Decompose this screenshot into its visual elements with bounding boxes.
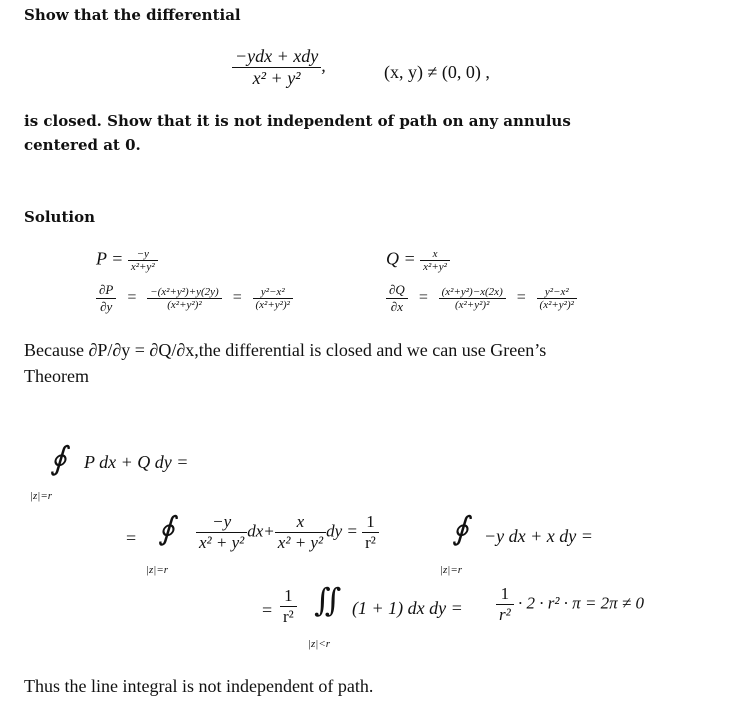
dQ-denominator: (x²+y²)²: [454, 299, 490, 311]
dPdy-numerator: ∂P: [99, 282, 114, 297]
integral-subscript-3: |z|=r: [440, 564, 463, 576]
solution-heading: Solution: [24, 208, 95, 226]
dQ-result-denominator: (x²+y²)²: [539, 299, 574, 311]
differential-fraction: $\frac{\text{−ydx + xdy}}{\text{x² + y²}}$ ,: [232, 46, 326, 89]
l3-coef-denominator: r²: [283, 607, 294, 626]
line3-result: [496, 584, 644, 625]
term2-numerator: x: [296, 512, 305, 531]
integral-subscript-2: |z|=r: [146, 564, 169, 576]
differential-denominator: x² + y²: [252, 68, 301, 88]
differential-numerator: −ydx + xdy: [235, 46, 319, 66]
conclusion: Thus the line integral is not independent of path.: [24, 676, 374, 696]
dQdx-numerator: ∂Q: [389, 282, 405, 297]
coef-denominator: r²: [365, 533, 376, 552]
because-line-1: Because ∂P/∂y = ∂Q/∂x,the differential is closed and we can use Green’s: [24, 340, 547, 360]
dQ-numerator: (x²+y²)−x(2x): [441, 286, 503, 298]
term2-denominator: x² + y²: [277, 533, 324, 552]
integral-subscript: |z|=r: [30, 490, 53, 502]
dPdy-denominator: ∂y: [100, 299, 113, 314]
double-integral-icon: ∬: [314, 582, 342, 618]
dP-result-denominator: (x²+y²)²: [255, 299, 290, 311]
l3-coef2-denominator: r²: [499, 605, 511, 624]
l3-coef-numerator: 1: [284, 586, 293, 605]
problem-line-1: Show that the differential: [24, 6, 241, 24]
contour-integral-icon-2: ∮: [158, 510, 175, 546]
line2-terms: [196, 512, 379, 553]
dP-result-numerator: y²−x²: [260, 286, 285, 298]
Q-numerator: x: [432, 248, 438, 260]
integral-expression: P dx + Q dy =: [84, 452, 189, 472]
problem-line-3: centered at 0.: [24, 136, 141, 154]
dQ-dx-line: $\frac{\partial Q}{\partial x}$ = $\frac{\text{(x²+y²)−x(2x)}}{\text{(x²+y²)²}}$ = $\frac{\text{y²−x²}}{\text{(x²+y²)²}}$: [386, 282, 577, 315]
term1-denominator: x² + y²: [199, 533, 245, 552]
contour-integral-icon: ∮: [50, 440, 67, 476]
line3-coef: [280, 586, 297, 627]
double-integral-subscript: |z|<r: [308, 638, 331, 650]
dQ-result-numerator: y²−x²: [544, 286, 569, 298]
line3-expression: (1 + 1) dx dy =: [352, 598, 463, 618]
P-denominator: x²+y²: [130, 261, 155, 273]
Q-label: Q =: [386, 248, 416, 269]
condition: (x, y) ≠ (0, 0) ,: [384, 62, 490, 82]
contour-integral-icon-3: ∮: [452, 510, 469, 546]
P-definition: [96, 248, 158, 273]
term1-numerator: −y: [212, 512, 232, 531]
coef-numerator: 1: [366, 512, 375, 531]
line2-expression: −y dx + x dy =: [484, 526, 593, 546]
because-line-2: Theorem: [24, 366, 89, 386]
line2-equals: =: [126, 528, 137, 548]
Q-denominator: x²+y²: [423, 261, 447, 273]
P-numerator: −y: [136, 248, 149, 260]
l3-coef2-numerator: 1: [500, 584, 510, 603]
dP-denominator: (x²+y²)²: [167, 299, 202, 311]
dy-equals: dy =: [326, 521, 358, 541]
Q-definition: [386, 248, 450, 273]
dP-dy-line: $\frac{\partial P}{\partial y}$ = $\frac{\text{−(x²+y²)+y(2y)}}{\text{(x²+y²)²}}$ = $\frac{\text{y²−x²}}{\text{(x²+y²)²}}$: [96, 282, 293, 315]
line3-equals: =: [262, 600, 273, 620]
dQdx-denominator: ∂x: [390, 299, 403, 314]
dx-plus: dx+: [247, 521, 275, 541]
problem-line-2: is closed. Show that it is not independent of path on any annulus: [24, 112, 571, 130]
result-expression: · 2 · r² · π = 2π ≠ 0: [517, 593, 645, 613]
P-label: P =: [96, 248, 124, 269]
dP-numerator: −(x²+y²)+y(2y): [150, 286, 219, 298]
